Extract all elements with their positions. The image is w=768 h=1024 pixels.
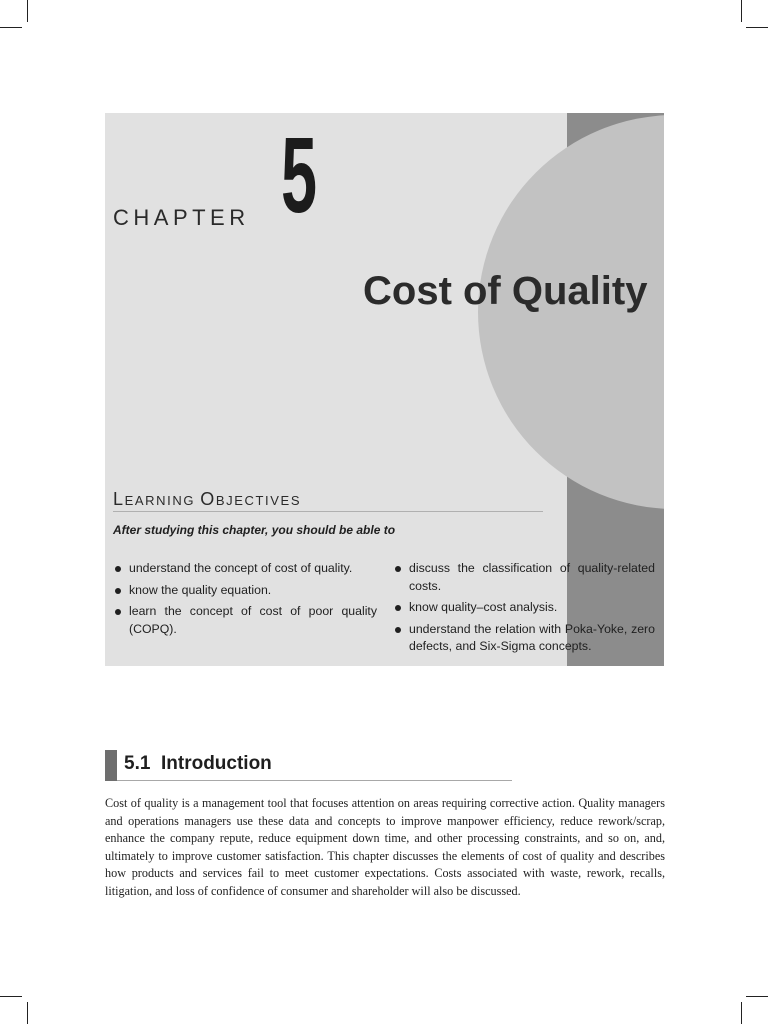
crop-mark	[27, 1002, 28, 1024]
list-item: know quality–cost analysis.	[391, 599, 655, 617]
bullet-icon	[395, 566, 401, 572]
heading-rule	[113, 511, 543, 512]
chapter-title: Cost of Quality	[363, 269, 648, 313]
crop-mark	[741, 0, 742, 22]
crop-mark	[746, 27, 768, 28]
bullet-icon	[115, 609, 121, 615]
section-body-paragraph: Cost of quality is a management tool that focuses attention on areas requiring corrective action. Quality managers and operations managers use these data and concepts to improve manpower efficiency, reduce rework/scrap, enhance the company repute, reduce equipment down time, and other processing constraints, and so on, and, ultimately to improve customer satisfaction. This chapter discusses the elements of cost of quality and describes how products and services fail to meet customer expectations. Costs associated with waste, rework, recalls, litigation, and loss of confidence of consumer and shareholder will also be discussed.	[105, 796, 665, 898]
section-marker	[105, 750, 117, 781]
crop-mark	[746, 996, 768, 997]
bullet-icon	[115, 566, 121, 572]
section-rule	[117, 780, 512, 781]
learning-objectives-heading: LEARNING OBJECTIVES	[113, 489, 302, 509]
crop-mark	[0, 996, 22, 997]
learning-objectives-intro: After studying this chapter, you should be able to	[113, 523, 396, 537]
bullet-icon	[115, 588, 121, 594]
list-item: discuss the classification of quality-related costs.	[391, 560, 655, 595]
section-heading	[124, 753, 272, 775]
section-title: Introduction	[160, 753, 272, 774]
chapter-opener-panel	[105, 113, 664, 666]
list-item: learn the concept of cost of poor quality (COPQ).	[111, 603, 377, 638]
list-item: understand the concept of cost of quality.	[111, 560, 377, 578]
list-item: know the quality equation.	[111, 582, 377, 600]
list-item: understand the relation with Poka-Yoke, zero defects, and Six-Sigma concepts.	[391, 621, 655, 656]
crop-mark	[741, 1002, 742, 1024]
chapter-number: 5	[281, 114, 318, 235]
crop-mark	[0, 27, 22, 28]
objectives-list-left	[111, 560, 377, 642]
section-number: 5.1	[124, 753, 151, 774]
chapter-label: CHAPTER	[113, 205, 250, 230]
crop-mark	[27, 0, 28, 22]
bullet-icon	[395, 627, 401, 633]
objectives-list-right	[391, 560, 655, 660]
bullet-icon	[395, 605, 401, 611]
